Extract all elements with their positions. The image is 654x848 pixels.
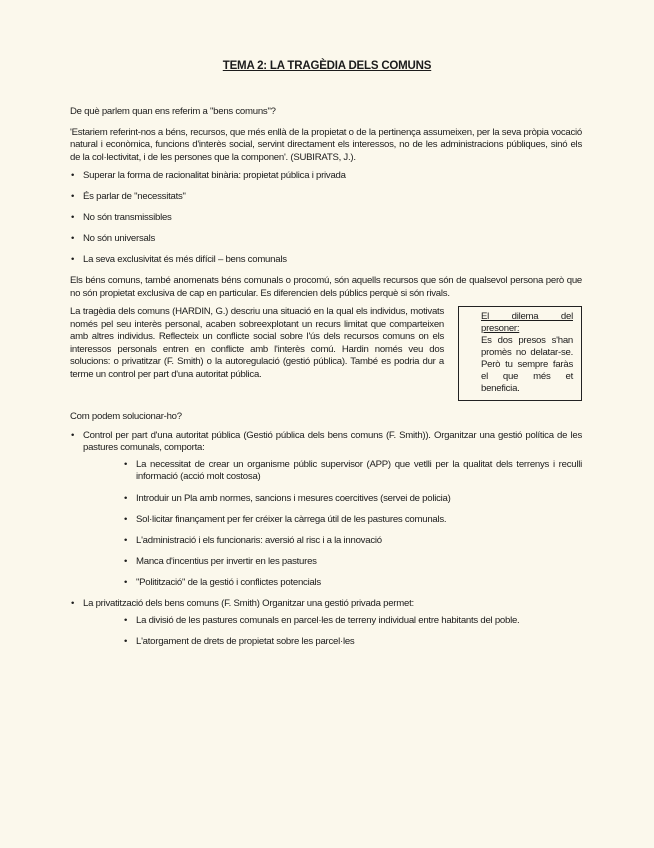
paragraph-tragedy-of-commons: La tragèdia dels comuns (HARDIN, G.) descriu una situació en la qual els individus, motivats només pel seu interès personal, acaben sobreexplotant un recurs limitat que comparteixen amb altres individus. Reflecteix un conflicte social sobre l'ús dels recursos comuns on els interessos personals entren en conflicte amb l'interès comú. Hardin només veu dos solucions: o privatitzar (F. Smith) o la autoregulació (gestió pública). També es podria dur a terme un control per part d'una autoritat pública.: [70, 306, 444, 380]
box-text: Es dos presos s'han promès no delatar-se. Però tu sempre faràs el que més et beneficia.: [481, 335, 573, 395]
box-title: El dilema del presoner:: [481, 311, 573, 335]
solution-public-control: [70, 430, 582, 589]
list-item: • L'administració i els funcionaris: aversió al risc i a la innovació: [123, 535, 582, 548]
question-common-goods: De què parlem quan ens referim a "bens comuns"?: [70, 106, 276, 117]
solution-text: • Control per part d'una autoritat pública (Gestió pública dels bens comuns (F. Smith)). Organitzar una gestió política de les pastures comunals, comporta:: [83, 429, 582, 454]
list-item: • No són universals: [70, 233, 582, 246]
list-item: • L'atorgament de drets de propietat sobre les parcel·les: [123, 636, 582, 649]
quote-subirats: 'Estariem referint-nos a béns, recursos, que més enllà de la propietat o de la pertinença assumeixen, per la seva pròpia vocació natural i econòmica, funcions d'interès social, servint directament els interessos, no de les administracions públiques, sinó els de la col·lectivitat, i de les persones que la componen'. (SUBIRATS, J.).: [70, 126, 582, 163]
list-item: • No són transmissibles: [70, 212, 582, 225]
list-item: • Superar la forma de racionalitat binària: propietat pública i privada: [70, 170, 582, 183]
solution-text: • La privatització dels bens comuns (F. Smith) Organitzar una gestió privada permet:: [83, 598, 414, 610]
prisoners-dilemma-box: [458, 306, 582, 401]
list-item: • "Politització" de la gestió i conflictes potencials: [123, 577, 582, 590]
list-item: • Manca d'incentius per invertir en les pastures: [123, 556, 582, 569]
paragraph-common-goods-definition: Els béns comuns, també anomenats béns comunals o procomú, són aquells recursos que són de qualsevol persona però que no són propietat exclusiva de cap en particular. Es diferencien dels públics perquè si són rivals.: [70, 275, 582, 299]
public-control-sublist: [83, 459, 582, 589]
tragedy-section: [70, 306, 582, 405]
document-title: TEMA 2: LA TRAGÈDIA DELS COMUNS: [222, 60, 432, 72]
list-item: • La necessitat de crear un organisme públic supervisor (APP) que vetlli per la qualitat dels terrenys i reculli informació (acció molt costosa): [123, 459, 582, 484]
list-item: • Introduir un Pla amb normes, sancions i mesures coercitives (servei de policia): [123, 493, 582, 506]
document-body: [70, 106, 582, 657]
common-goods-bullet-list: [70, 170, 582, 267]
question-solutions: Com podem solucionar-ho?: [70, 411, 182, 423]
solutions-list: [70, 430, 582, 648]
list-item: • És parlar de "necessitats": [70, 191, 582, 204]
privatization-sublist: [83, 615, 582, 649]
solution-privatization: [70, 598, 582, 648]
list-item: • La divisió de les pastures comunals en parcel·les de terreny individual entre habitants del poble.: [123, 615, 582, 628]
list-item: • Sol·licitar finançament per fer créixer la càrrega útil de les pastures comunals.: [123, 514, 582, 527]
list-item: • La seva exclusivitat és més difícil – bens comunals: [70, 254, 582, 267]
